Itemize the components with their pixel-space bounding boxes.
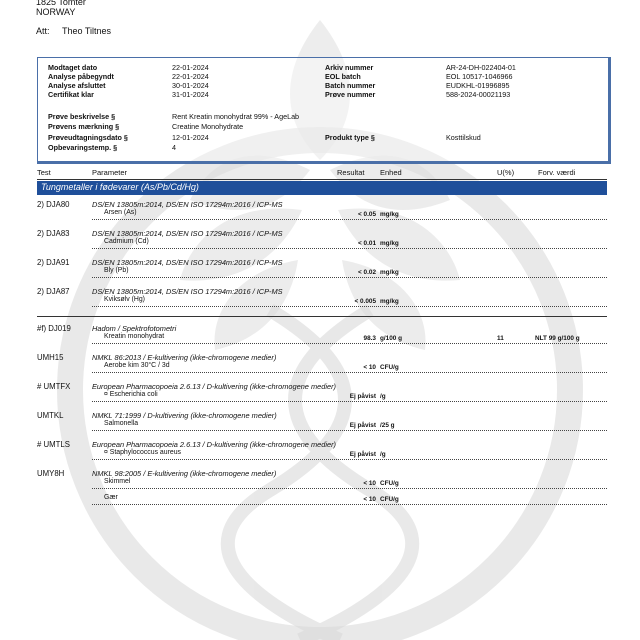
test-method: DS/EN 13805m:2014, DS/EN ISO 17294m:2016 / ICP-MS xyxy=(92,258,283,267)
test-result: < 0.02 xyxy=(358,269,376,276)
batch-value: EUDKHL-01996895 xyxy=(446,81,510,90)
sample-no-label: Prøve nummer xyxy=(325,90,376,99)
cert-label: Certifikat klar xyxy=(48,90,94,99)
recipient-city: 1825 Tomter xyxy=(36,0,86,7)
test-unit: mg/kg xyxy=(380,269,399,276)
test-method: NMKL 98:2005 / E-kultivering (ikke-chromogene medier) xyxy=(92,469,277,478)
test-unit: CFU/g xyxy=(380,364,399,371)
test-unit: /25 g xyxy=(380,422,395,429)
col-unit: Enhed xyxy=(380,168,402,177)
marking-label: Prøvens mærkning § xyxy=(48,122,120,131)
test-code: 2) DJA87 xyxy=(37,287,70,296)
test-unit: mg/kg xyxy=(380,240,399,247)
test-code: UMTKL xyxy=(37,411,64,420)
test-method: DS/EN 13805m:2014, DS/EN ISO 17294m:2016 / ICP-MS xyxy=(92,200,283,209)
test-parameter: Gær xyxy=(104,494,118,501)
test-method: DS/EN 13805m:2014, DS/EN ISO 17294m:2016 / ICP-MS xyxy=(92,229,283,238)
received-value: 22-01-2024 xyxy=(172,63,209,72)
section-band xyxy=(37,181,607,195)
received-label: Modtaget dato xyxy=(48,63,98,72)
test-result: < 10 xyxy=(363,496,376,503)
test-code: UMY8H xyxy=(37,469,65,478)
test-result: < 0.01 xyxy=(358,240,376,247)
test-result: 98.3 xyxy=(363,335,376,342)
cert-value: 31-01-2024 xyxy=(172,90,209,99)
test-unit: /g xyxy=(380,393,386,400)
storage-value: 4 xyxy=(172,143,176,152)
test-parameter: Bly (Pb) xyxy=(104,267,129,274)
row-rule xyxy=(92,488,607,489)
test-code: UMH15 xyxy=(37,353,64,362)
marking-value: Creatine Monohydrate xyxy=(172,122,244,131)
test-code: # UMTFX xyxy=(37,382,71,391)
col-forv: Forv. værdi xyxy=(538,168,576,177)
test-method: NMKL 71:1999 / D-kultivering (ikke-chromogene medier) xyxy=(92,411,277,420)
test-expected: NLT 99 g/100 g xyxy=(535,335,580,342)
test-result: < 0.005 xyxy=(354,298,376,305)
test-uncertainty: 11 xyxy=(497,335,504,342)
test-code: #f) DJ019 xyxy=(37,324,71,333)
finished-label: Analyse afsluttet xyxy=(48,81,106,90)
test-parameter: ¤ Escherichia coli xyxy=(104,391,158,398)
test-parameter: Cadmium (Cd) xyxy=(104,238,149,245)
sampling-label: Prøveudtagningsdato § xyxy=(48,133,128,142)
col-result: Resultat xyxy=(337,168,365,177)
sampling-value: 12-01-2024 xyxy=(172,133,209,142)
sample-no-value: 588-2024-00021193 xyxy=(446,90,511,99)
row-rule xyxy=(92,430,607,431)
test-method: European Pharmacopoeia 2.6.13 / D-kultivering (ikke-chromogene medier) xyxy=(92,440,337,449)
test-unit: g/100 g xyxy=(380,335,403,342)
test-parameter: Arsen (As) xyxy=(104,209,137,216)
test-parameter: ¤ Staphylococcus aureus xyxy=(104,449,181,456)
test-unit: /g xyxy=(380,451,386,458)
started-label: Analyse påbegyndt xyxy=(48,72,114,81)
row-rule xyxy=(92,306,607,307)
att-name: Theo Tiltnes xyxy=(62,26,112,36)
header-rule xyxy=(37,179,607,180)
test-unit: CFU/g xyxy=(380,496,399,503)
row-rule xyxy=(92,277,607,278)
archive-value: AR-24-DH-022404-01 xyxy=(446,63,516,72)
test-result: Ej påvist xyxy=(349,451,376,458)
eol-label: EOL batch xyxy=(325,72,361,81)
desc-value: Rent Kreatin monohydrat 99% - AgeLab xyxy=(172,112,300,121)
product-value: Kosttilskud xyxy=(446,133,481,142)
test-result: < 10 xyxy=(363,480,376,487)
test-method: NMKL 86:2013 / E-kultivering (ikke-chromogene medier) xyxy=(92,353,277,362)
test-code: 2) DJA83 xyxy=(37,229,70,238)
att-label: Att: xyxy=(36,26,50,36)
test-result: Ej påvist xyxy=(349,393,376,400)
test-parameter: Skimmel xyxy=(104,478,131,485)
test-result: < 10 xyxy=(363,364,376,371)
row-rule xyxy=(92,401,607,402)
storage-label: Opbevaringstemp. § xyxy=(48,143,118,152)
test-method: DS/EN 13805m:2014, DS/EN ISO 17294m:2016 / ICP-MS xyxy=(92,287,283,296)
started-value: 22-01-2024 xyxy=(172,72,209,81)
test-code: 2) DJA80 xyxy=(37,200,70,209)
col-u: U(%) xyxy=(497,168,515,177)
test-result: < 0.05 xyxy=(358,211,376,218)
test-parameter: Salmonella xyxy=(104,420,139,427)
finished-value: 30-01-2024 xyxy=(172,81,209,90)
test-parameter: Aerobe kim 30°C / 3d xyxy=(104,362,170,369)
product-label: Produkt type § xyxy=(325,133,375,142)
test-unit: CFU/g xyxy=(380,480,399,487)
recipient-country: NORWAY xyxy=(36,7,76,17)
test-parameter: Kviksølv (Hg) xyxy=(104,296,145,303)
section-title: Tungmetaller i fødevarer (As/Pb/Cd/Hg) xyxy=(41,182,199,192)
batch-label: Batch nummer xyxy=(325,81,376,90)
row-rule xyxy=(92,504,607,505)
test-unit: mg/kg xyxy=(380,298,399,305)
col-test: Test xyxy=(37,168,51,177)
section-separator xyxy=(37,316,607,317)
test-result: Ej påvist xyxy=(349,422,376,429)
sample-info-box xyxy=(37,57,611,164)
test-code: 2) DJA91 xyxy=(37,258,70,267)
row-rule xyxy=(92,459,607,460)
row-rule xyxy=(92,372,607,373)
archive-label: Arkiv nummer xyxy=(325,63,374,72)
eol-value: EOL 10517-1046966 xyxy=(446,72,513,81)
col-parameter: Parameter xyxy=(92,168,128,177)
row-rule xyxy=(92,248,607,249)
test-method: European Pharmacopoeia 2.6.13 / D-kultivering (ikke-chromogene medier) xyxy=(92,382,337,391)
test-unit: mg/kg xyxy=(380,211,399,218)
test-code: # UMTLS xyxy=(37,440,70,449)
desc-label: Prøve beskrivelse § xyxy=(48,112,116,121)
test-parameter: Kreatin monohydrat xyxy=(104,333,165,340)
row-rule xyxy=(92,219,607,220)
row-rule xyxy=(92,343,607,344)
test-method: Hadom / Spektrofotometri xyxy=(92,324,177,333)
